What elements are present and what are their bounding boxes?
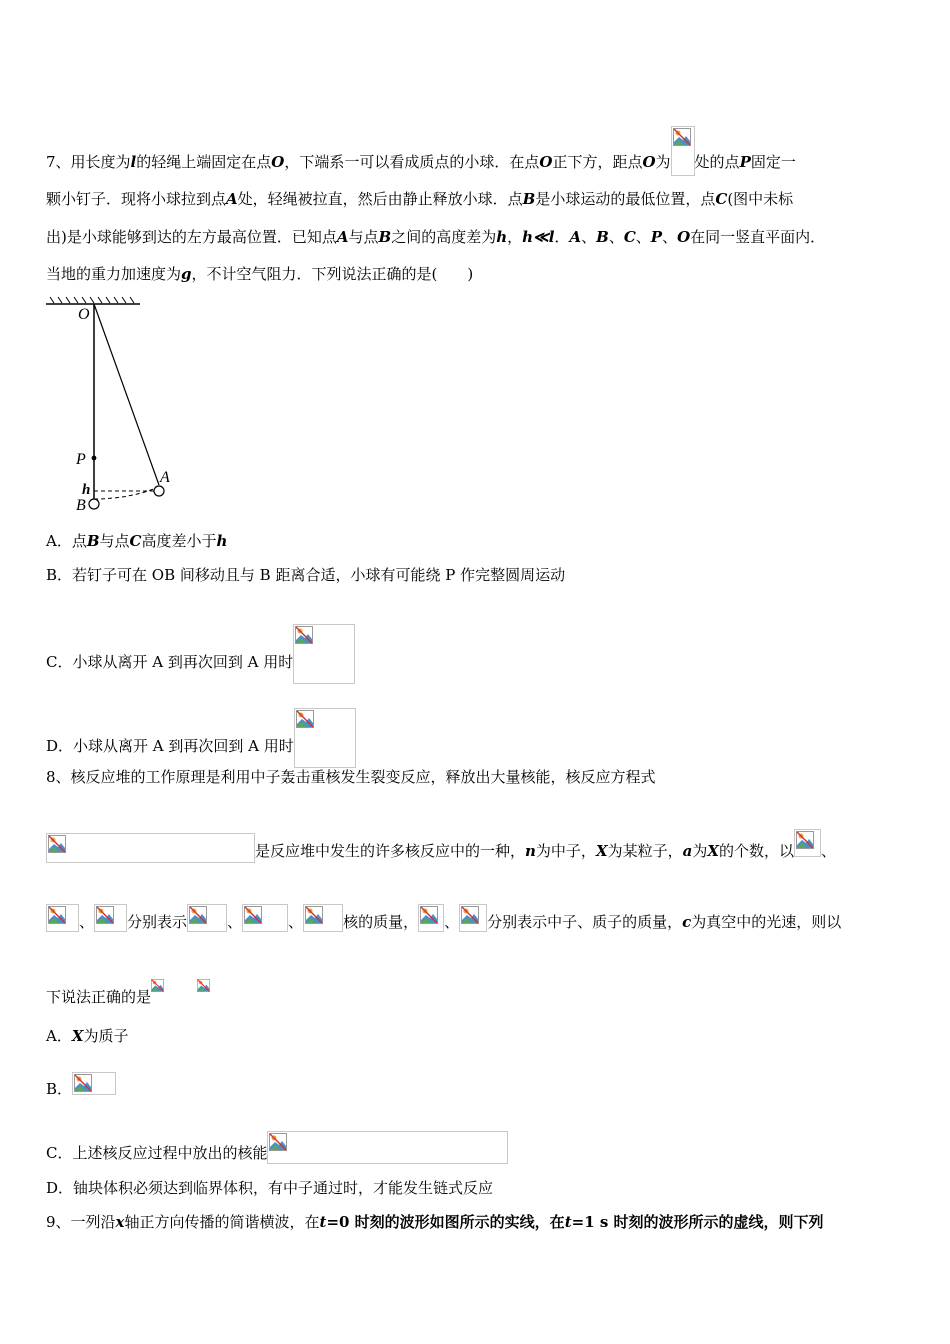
text: 分别表示 (127, 913, 188, 931)
text: 轴正方向传播的简谐横波，在 (124, 1213, 320, 1231)
broken-image-icon (74, 1074, 92, 1092)
text: 为真空中的光速，则以 (691, 913, 842, 931)
formula-image (267, 1131, 508, 1164)
text: 、 (79, 913, 95, 931)
text: 、 (227, 913, 243, 931)
text: 在同一竖直平面内． (690, 228, 826, 246)
formula-image (72, 1072, 116, 1095)
text: 下说法正确的是 (46, 988, 152, 1006)
text: ． (554, 228, 570, 246)
text: 处的点 (694, 153, 740, 171)
text: D．小球从离开 A 到再次回到 A 用时 (46, 737, 294, 755)
broken-image-icon (269, 1133, 287, 1151)
var: A (336, 228, 349, 246)
q7-line-4 (46, 264, 473, 284)
text: A． (46, 1027, 72, 1045)
text: B． (46, 1080, 73, 1098)
var-t: t (564, 1213, 572, 1231)
broken-image-icon (295, 626, 313, 644)
q7-line-2 (46, 189, 793, 209)
broken-image-icon (48, 835, 66, 853)
q7-option-b (46, 565, 565, 585)
q8-line-1 (46, 767, 656, 787)
text: 、 (608, 228, 624, 246)
text: 、 (635, 228, 651, 246)
broken-image-icon (244, 906, 262, 924)
var-A: A (226, 190, 238, 208)
var-X: X (707, 842, 719, 860)
text: 7、用长度为 (46, 153, 131, 171)
q7-option-c (46, 624, 355, 672)
label-O: O (78, 306, 90, 323)
pendulum-figure (44, 294, 184, 516)
q9-line-1 (46, 1212, 824, 1232)
text: 是反应堆中发生的许多核反应中的一种， (255, 842, 526, 860)
broken-image-icon (796, 831, 814, 849)
q7-line-3 (46, 227, 825, 247)
broken-image-icon (296, 710, 314, 728)
var-a: a (682, 842, 693, 860)
text: 正下方，距点 (552, 153, 643, 171)
text: D．铀块体积必须达到临界体积，有中子通过时，才能发生链式反应 (46, 1179, 494, 1197)
label-B: B (76, 497, 86, 514)
var: A (569, 228, 582, 246)
text: 固定一 (750, 153, 796, 171)
text: C．上述核反应过程中放出的核能 (46, 1144, 268, 1162)
q8-option-c (46, 1131, 508, 1163)
var: B (378, 228, 392, 246)
text: ，不计空气阻力．下列说法正确的是( ) (191, 265, 474, 283)
var: h (496, 228, 508, 246)
text: A．点 (46, 532, 87, 550)
q8-option-a (46, 1026, 129, 1046)
var-O: O (642, 153, 656, 171)
rope-to-A (94, 304, 159, 485)
text: 高度差小于 (141, 532, 217, 550)
formula-image (294, 708, 356, 768)
formula-image-fraction (671, 126, 695, 176)
var-X: X (71, 1027, 84, 1045)
var-g: g (181, 265, 192, 283)
text: 、 (821, 842, 837, 860)
broken-image-icon (197, 979, 210, 992)
formula-image (459, 904, 487, 932)
var-c: c (682, 913, 692, 931)
text: 为质子 (83, 1027, 129, 1045)
formula-image (46, 904, 79, 932)
var-B: B (86, 532, 100, 550)
var-O: O (271, 153, 285, 171)
text: 处，轻绳被拉直，然后由静止释放小球．点 (237, 190, 523, 208)
var: P (650, 228, 663, 246)
ceiling (46, 297, 140, 304)
var: B (596, 228, 609, 246)
var-C: C (129, 532, 142, 550)
text: 8、核反应堆的工作原理是利用中子轰击重核发生裂变反应，释放出大量核能，核反应方程式 (46, 768, 656, 786)
var-O: O (539, 153, 553, 171)
text: 为中子， (535, 842, 596, 860)
text: 为 (692, 842, 708, 860)
q8-line-3 (46, 904, 841, 932)
text: 与点 (348, 228, 379, 246)
nail-P (92, 456, 97, 461)
arc-path (94, 487, 159, 499)
broken-image-icon (151, 979, 164, 992)
text: 分别表示中子、质子的质量， (487, 913, 683, 931)
var: C (623, 228, 636, 246)
text: 、 (444, 913, 460, 931)
text: =1 s 时刻的波形所示的虚线，则下列 (571, 1213, 824, 1231)
formula-image (418, 904, 444, 932)
text: 为某粒子， (607, 842, 683, 860)
text: ， (507, 228, 523, 246)
var-B: B (522, 190, 536, 208)
formula-image (293, 624, 355, 684)
text: 颗小钉子．现将小球拉到点 (46, 190, 227, 208)
var-n: n (525, 842, 536, 860)
text: 、 (662, 228, 678, 246)
text: (图中未标 (727, 190, 794, 208)
formula-image (197, 979, 211, 1001)
q7-option-a (46, 531, 227, 551)
label-P: P (76, 451, 86, 468)
ball-B (89, 499, 99, 509)
broken-image-icon (673, 128, 691, 146)
q8-line-4 (46, 979, 211, 1007)
broken-image-icon (305, 906, 323, 924)
text: 、 (288, 913, 304, 931)
text: 是小球运动的最低位置，点 (535, 190, 716, 208)
formula-image (303, 904, 343, 932)
var: h≪l (522, 228, 555, 246)
var: O (677, 228, 691, 246)
var-C: C (715, 190, 728, 208)
formula-image (794, 829, 821, 857)
text: 核的质量， (343, 913, 419, 931)
var-l: l (130, 153, 137, 171)
var-X: X (595, 842, 608, 860)
text: 、 (581, 228, 597, 246)
broken-image-icon (48, 906, 66, 924)
text: ，下端系一可以看成质点的小球．在点 (284, 153, 540, 171)
var-x: x (115, 1213, 125, 1231)
label-h: h (82, 482, 91, 498)
formula-image (242, 904, 288, 932)
text: 当地的重力加速度为 (46, 265, 182, 283)
text: C．小球从离开 A 到再次回到 A 用时 (46, 653, 294, 671)
text: =0 时刻的波形如图所示的实线，在 (326, 1213, 565, 1231)
text: B．若钉子可在 OB 间移动且与 B 距离合适，小球有可能绕 P 作完整圆周运动 (46, 566, 566, 584)
var-h: h (216, 532, 228, 550)
q7-option-d (46, 708, 356, 756)
formula-image (187, 904, 227, 932)
ball-A (154, 486, 164, 496)
broken-image-icon (420, 906, 438, 924)
q8-line-2 (46, 829, 836, 861)
text: 的轻绳上端固定在点 (136, 153, 272, 171)
broken-image-icon (189, 906, 207, 924)
broken-image-icon (96, 906, 114, 924)
formula-image (151, 979, 165, 1001)
equation-image (46, 833, 255, 863)
text: 之间的高度差为 (391, 228, 497, 246)
text: 的个数，以 (718, 842, 794, 860)
label-A: A (160, 469, 170, 486)
text: 9、一列沿 (46, 1213, 116, 1231)
q8-option-b (46, 1072, 116, 1099)
var-P: P (739, 153, 751, 171)
q7-line-1 (46, 126, 796, 172)
text: 与点 (99, 532, 130, 550)
text: 出)是小球能够到达的左方最高位置．已知点 (46, 228, 337, 246)
var-t: t (319, 1213, 327, 1231)
q8-option-d (46, 1178, 493, 1198)
formula-image (94, 904, 127, 932)
broken-image-icon (461, 906, 479, 924)
text: 为 (655, 153, 671, 171)
